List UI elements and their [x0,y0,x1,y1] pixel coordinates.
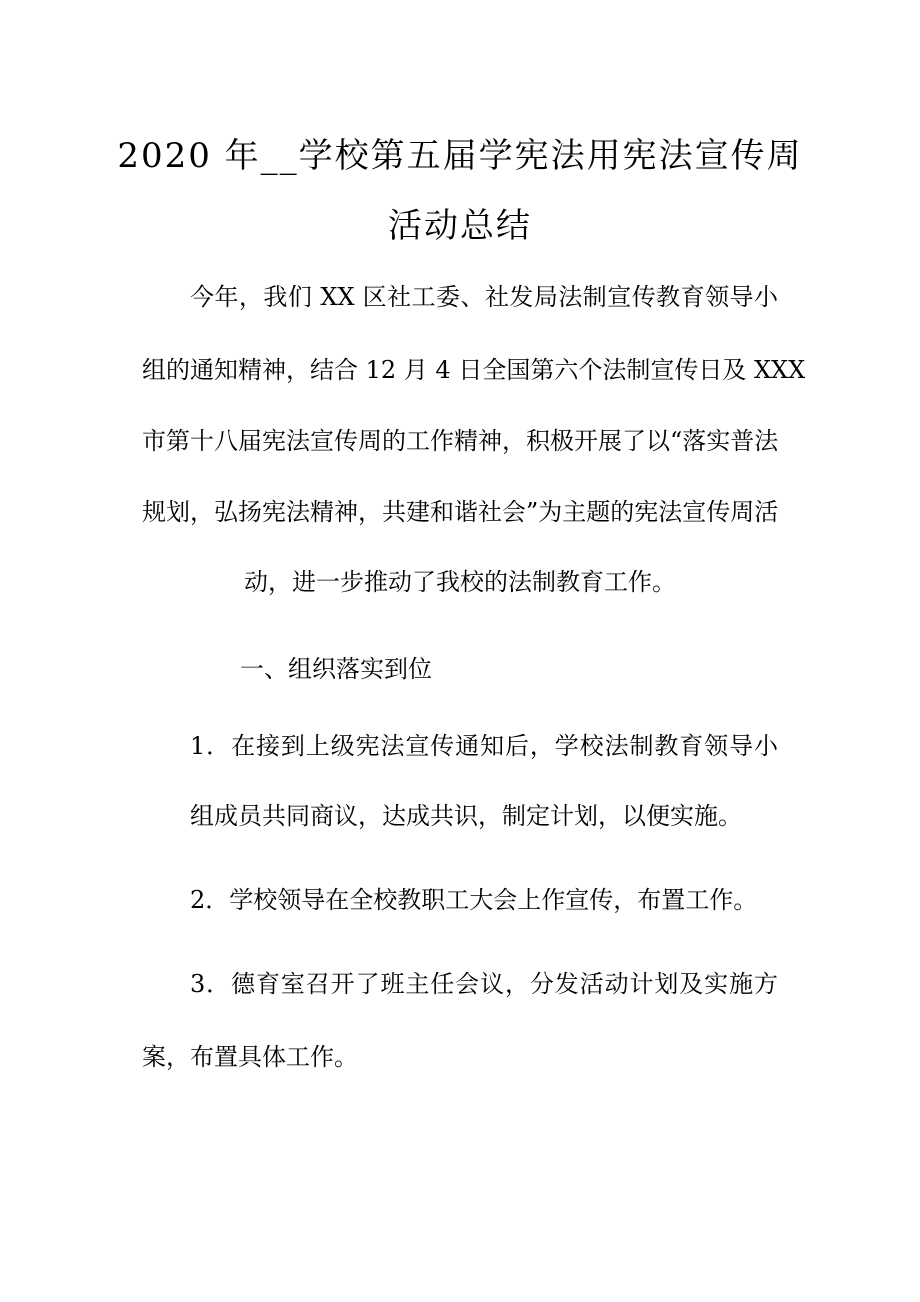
document-title-line-2: 活动总结 [388,206,532,246]
item-1-line-2: 组成员共同商议，达成共识，制定计划，以便实施。 [190,802,742,830]
intro-line-3: 市第十八届宪法宣传周的工作精神，积极开展了以“落实普法 [142,427,779,455]
intro-line-1: 今年，我们 XX 区社工委、社发局法制宣传教育领导小 [190,283,778,311]
intro-line-4: 规划，弘扬宪法精神，共建和谐社会”为主题的宪法宣传周活 [142,498,779,526]
item-1-line-1: 1．在接到上级宪法宣传通知后，学校法制教育领导小 [190,732,778,760]
item-2-line-1: 2．学校领导在全校教职工大会上作宣传，布置工作。 [190,886,758,914]
item-3-line-1: 3．德育室召开了班主任会议，分发活动计划及实施方 [190,970,778,998]
item-3-line-2: 案，布置具体工作。 [142,1043,358,1071]
intro-line-5: 动，进一步推动了我校的法制教育工作。 [244,568,676,596]
intro-line-2: 组的通知精神，结合 12 月 4 日全国第六个法制宣传日及 XXX [142,356,806,384]
document-title-line-1: 2020 年__学校第五届学宪法用宪法宣传周 [117,136,803,176]
section-heading-1: 一、组织落实到位 [240,655,432,683]
